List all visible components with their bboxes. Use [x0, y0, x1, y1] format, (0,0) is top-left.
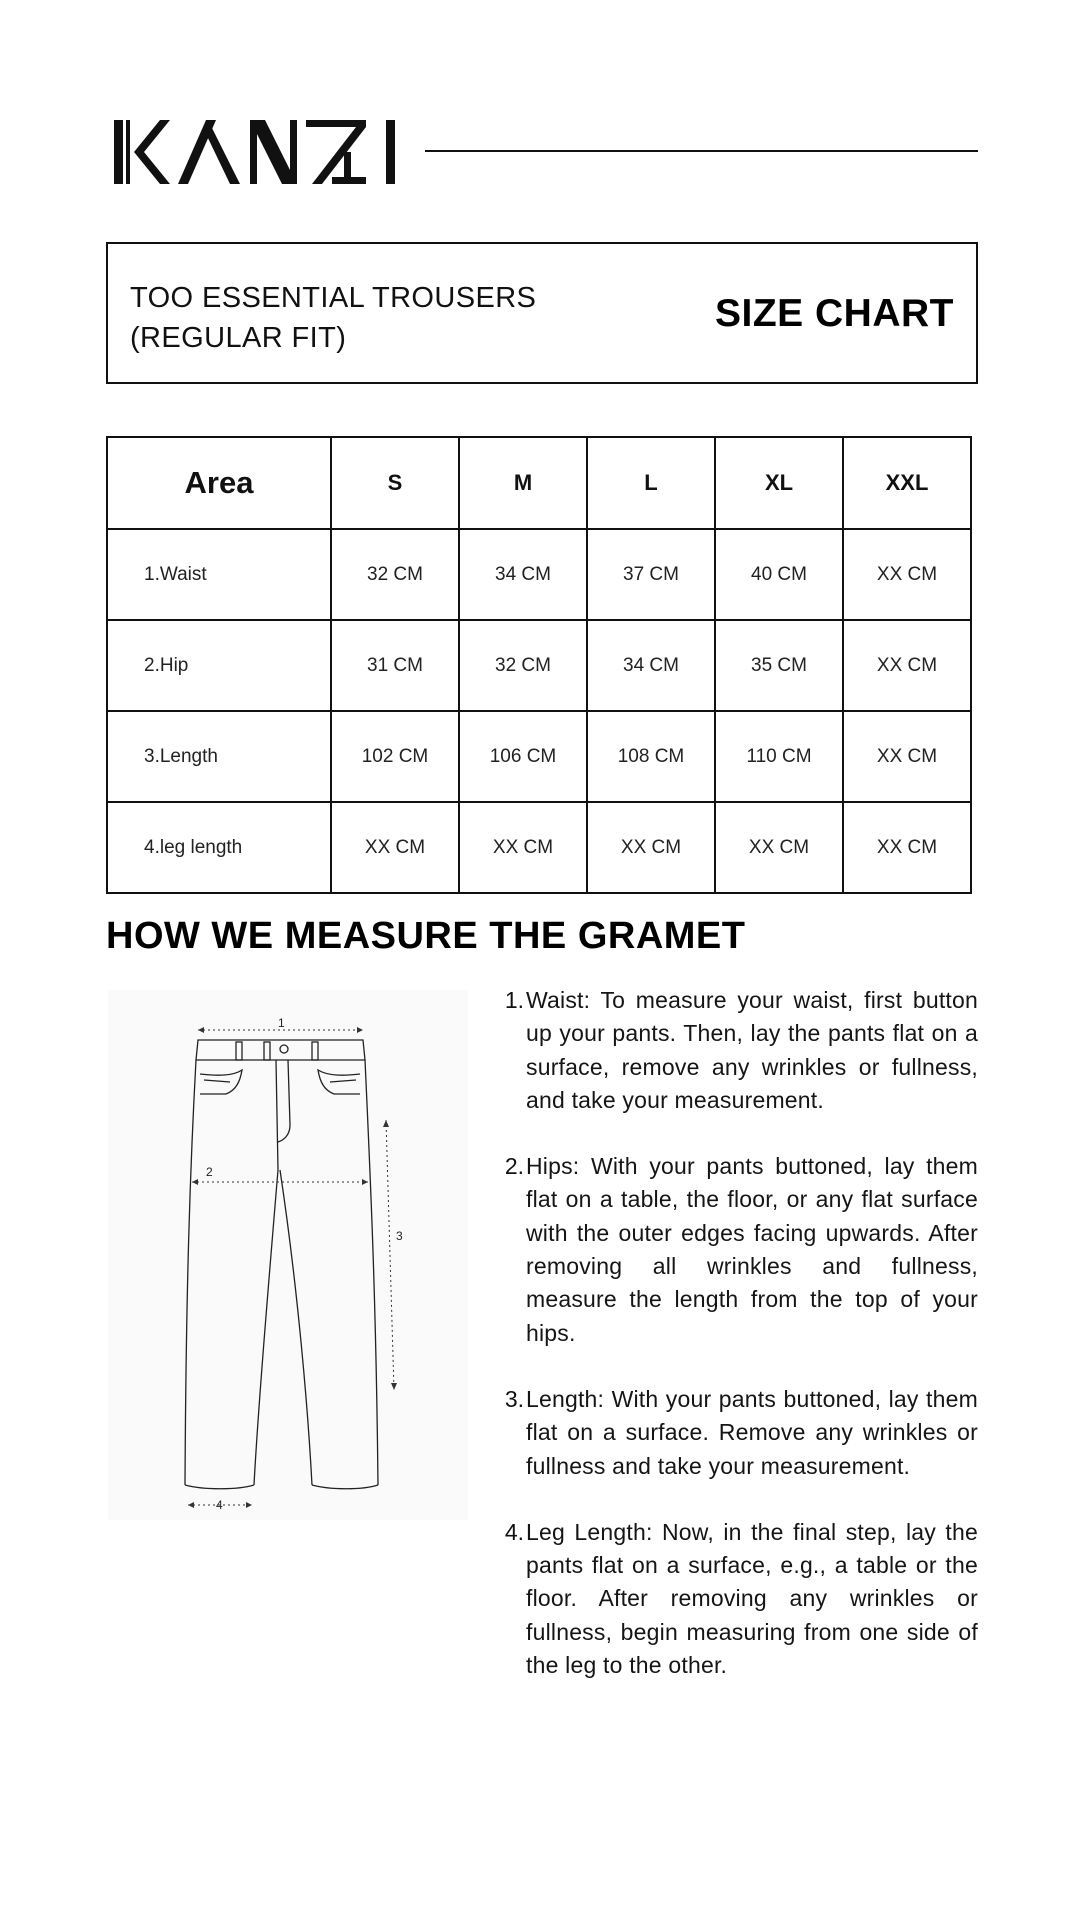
trousers-diagram: [108, 990, 468, 1520]
table-row: [107, 802, 971, 893]
column-header-size: XXL: [843, 437, 971, 529]
table-cell: 34 CM: [587, 620, 715, 711]
table-cell: XX CM: [331, 802, 459, 893]
product-name: [130, 278, 536, 358]
table-cell: 102 CM: [331, 711, 459, 802]
table-cell: 32 CM: [459, 620, 587, 711]
diagram-label-length: 3: [396, 1229, 403, 1243]
section-heading: HOW WE MEASURE THE GRAMET: [106, 915, 746, 957]
size-table: [106, 436, 972, 894]
step-text: Waist: To measure your waist, first button up your pants. Then, lay the pants flat on a surface, remove any wrinkles or fullness, and take your measurement.: [526, 987, 978, 1113]
column-header-size: XL: [715, 437, 843, 529]
table-row: [107, 529, 971, 620]
column-header-size: M: [459, 437, 587, 529]
diagram-label-waist: 1: [278, 1016, 285, 1030]
row-label: 1.Waist: [107, 529, 331, 620]
step-number: 4.: [504, 1518, 524, 1545]
table-cell: 31 CM: [331, 620, 459, 711]
table-row: [107, 711, 971, 802]
step-text: Hips: With your pants buttoned, lay them flat on a table, the floor, or any flat surface with the outer edges facing upwards. After removing all wrinkles and fullness, measure the length from the top of your hips.: [526, 1153, 978, 1346]
size-chart-title: SIZE CHART: [715, 292, 954, 335]
step-text: Length: With your pants buttoned, lay them flat on a surface. Remove any wrinkles or fullness and take your measurement.: [526, 1385, 978, 1479]
table-cell: 32 CM: [331, 529, 459, 620]
step-text: Leg Length: Now, in the final step, lay the pants flat on a surface, e.g., a table or the floor. After removing any wrinkles or fullness, begin measuring from one side of the leg to the other.: [526, 1518, 978, 1679]
kanzi-logo-graphic: [112, 112, 402, 192]
list-item: [496, 1150, 978, 1350]
table-cell: 108 CM: [587, 711, 715, 802]
table-cell: 40 CM: [715, 529, 843, 620]
table-cell: 34 CM: [459, 529, 587, 620]
diagram-label-leg: 4: [216, 1498, 223, 1512]
list-item: [496, 984, 978, 1117]
size-table-container: [106, 436, 972, 894]
table-cell: 110 CM: [715, 711, 843, 802]
list-item: [496, 1516, 978, 1682]
brand-name: [112, 112, 115, 113]
trousers-illustration: [108, 990, 468, 1520]
list-item: [496, 1383, 978, 1483]
column-header-size: S: [331, 437, 459, 529]
title-box: [106, 242, 978, 384]
table-cell: XX CM: [843, 529, 971, 620]
table-cell: 37 CM: [587, 529, 715, 620]
diagram-label-hip: 2: [206, 1165, 213, 1179]
row-label: 2.Hip: [107, 620, 331, 711]
table-header-row: [107, 437, 971, 529]
table-row: [107, 620, 971, 711]
step-number: 1.: [504, 987, 524, 1013]
measurement-instructions: [496, 984, 978, 1715]
row-label: 4.leg length: [107, 802, 331, 893]
column-header-size: L: [587, 437, 715, 529]
table-cell: 106 CM: [459, 711, 587, 802]
product-name-line1: TOO ESSENTIAL TROUSERS: [130, 282, 537, 314]
table-cell: 35 CM: [715, 620, 843, 711]
table-cell: XX CM: [715, 802, 843, 893]
brand-logo: [112, 112, 402, 192]
header-divider: [425, 150, 978, 152]
step-number: 2.: [504, 1153, 524, 1180]
table-cell: XX CM: [843, 802, 971, 893]
row-label: 3.Length: [107, 711, 331, 802]
table-cell: XX CM: [843, 711, 971, 802]
table-cell: XX CM: [459, 802, 587, 893]
column-header-area: Area: [107, 437, 331, 529]
product-name-line2: (REGULAR FIT): [130, 322, 347, 354]
table-cell: XX CM: [843, 620, 971, 711]
step-number: 3.: [504, 1385, 524, 1412]
table-cell: XX CM: [587, 802, 715, 893]
